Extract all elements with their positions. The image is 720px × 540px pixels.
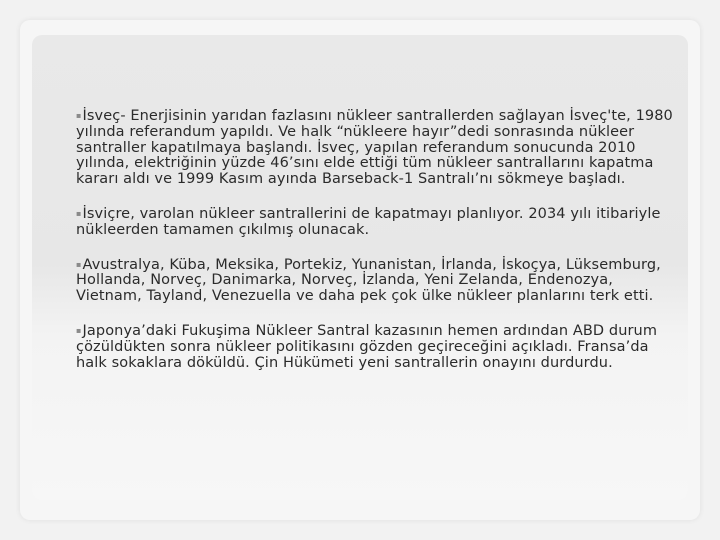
bullet-term: İsviçre, — [82, 205, 135, 222]
bullet-list — [76, 108, 676, 389]
bullet-text: Avustralya, Küba, Meksika, Portekiz, Yunanistan, İrlanda, İskoçya, Lüksemburg, Hollanda, Norveç, Danimarka, Norveç, İzlanda, Yeni Zelanda, Endenozya, Vietnam, Tayland, Venezuella ve daha pek çok ülke nükleer planlarını terk etti. — [76, 256, 661, 305]
bullet-marker-icon: ▪ — [76, 325, 82, 335]
bullet-term: İsveç — [82, 108, 121, 124]
bullet-item-countries — [76, 257, 676, 305]
bullet-marker-icon: ▪ — [76, 208, 82, 218]
bullet-text: varolan nükleer santrallerini de kapatmayı planlıyor. 2034 yılı itibariyle nükleerden tamamen çıkılmış olunacak. — [76, 205, 661, 238]
bullet-text: Japonya’daki Fukuşima Nükleer Santral kazasının hemen ardından ABD durum çözüldükten sonra nükleer politikasını gözden geçireceğini açıkladı. Fransa’da halk sokaklara döküldü. Çin Hükümeti yeni santrallerin onayını durdurdu. — [76, 322, 658, 371]
bullet-text: - Enerjisinin yarıdan fazlasını nükleer santrallerden sağlayan İsveç'te, 1980 yılında referandum yapıldı. Ve halk “nükleere hayır”dedi sonrasında nükleer santraller kapatılmaya başlandı. İsveç, yapılan referandum sonucunda 2010 yılında, elektriğinin yüzde 46’sını elde ettiği tüm nükleer santrallarını kapatma kararı aldı ve 1999 Kasım ayında Barseback-1 Santralı’nı sökmeye başladı. — [76, 108, 673, 188]
bullet-item-isvec — [76, 108, 676, 188]
bullet-marker-icon: ▪ — [76, 111, 82, 120]
bullet-marker-icon: ▪ — [76, 259, 82, 269]
bullet-item-japonya — [76, 323, 676, 371]
bullet-item-isvicre — [76, 206, 676, 239]
